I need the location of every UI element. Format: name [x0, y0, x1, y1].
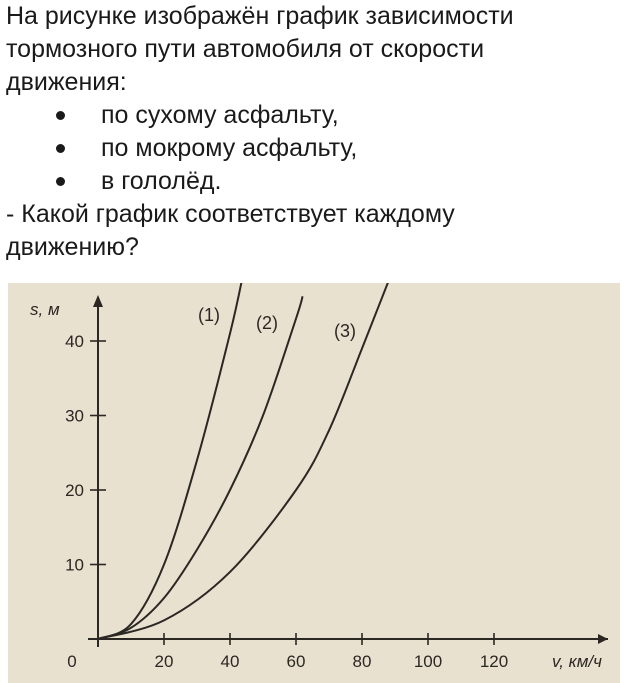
question-line: На рисунке изображён график зависимости	[6, 2, 514, 30]
series-line	[98, 283, 243, 639]
x-tick-label: 80	[352, 652, 372, 671]
x-tick-label: 40	[220, 652, 240, 671]
x-tick-label: 60	[286, 652, 306, 671]
series-label: (3)	[334, 321, 356, 341]
bullet-icon	[56, 111, 65, 120]
question-line: - Какой график соответствует каждому	[6, 200, 455, 228]
list-item-label: по мокрому асфальту,	[101, 134, 358, 162]
y-axis-label: s, м	[30, 300, 60, 319]
bullet-icon	[56, 144, 65, 153]
y-tick-label: 10	[65, 555, 84, 575]
question-line: тормозного пути автомобиля от скорости	[6, 35, 485, 63]
chart-figure	[8, 283, 620, 683]
braking-distance-chart	[8, 283, 620, 683]
series-line	[98, 296, 303, 639]
y-tick-label: 20	[65, 481, 84, 500]
x-axis-arrow-icon	[598, 634, 608, 644]
list-item-label: в гололёд.	[101, 167, 222, 195]
question-line: движению?	[6, 233, 139, 261]
series-label: (1)	[198, 305, 220, 325]
x-tick-label: 0	[67, 652, 77, 671]
list-item	[6, 165, 621, 198]
x-tick-label: 120	[479, 652, 509, 671]
question-line: движения:	[6, 68, 127, 96]
x-axis-label: v, км/ч	[552, 652, 602, 671]
y-tick-label: 30	[65, 406, 84, 426]
condition-list	[6, 99, 621, 198]
x-tick-label: 20	[154, 652, 174, 671]
series-label: (2)	[256, 313, 278, 333]
y-axis-arrow-icon	[93, 295, 103, 307]
list-item	[6, 99, 621, 132]
bullet-icon	[56, 177, 65, 186]
list-item-label: по сухому асфальту,	[101, 101, 339, 129]
x-tick-label: 100	[413, 652, 443, 671]
y-tick-label: 40	[65, 332, 84, 351]
question-text	[6, 0, 621, 264]
list-item	[6, 132, 621, 165]
